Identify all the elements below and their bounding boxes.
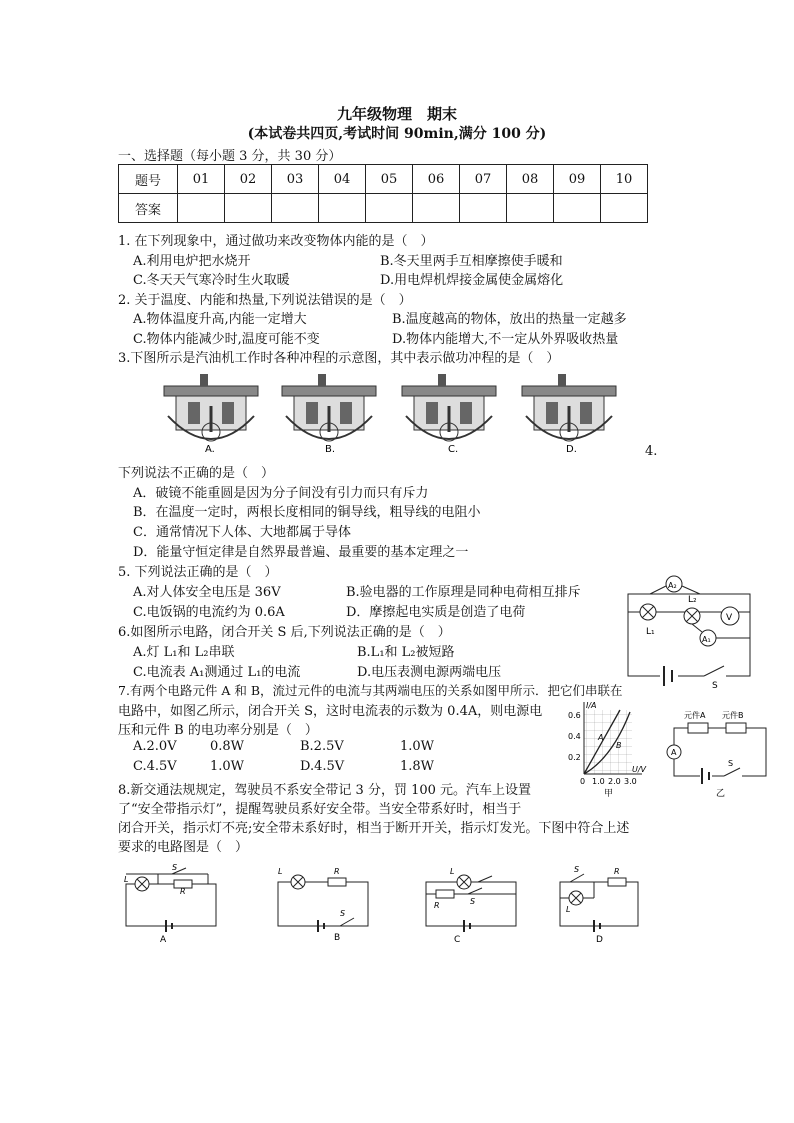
question-number: 03 — [272, 165, 319, 194]
q6-option-d: D.电压表测电源两端电压 — [357, 665, 502, 680]
answer-cell[interactable] — [460, 194, 507, 223]
fig-label: S — [470, 897, 476, 906]
engine-label: B. — [325, 444, 336, 455]
answer-cell[interactable] — [178, 194, 225, 223]
q7-line3: 压和元件 B 的电功率分别是（ ） — [118, 723, 318, 738]
q1-option-d: D.用电焊机焊接金属使金属熔化 — [380, 273, 564, 288]
q1-stem: 1. 在下列现象中，通过做功来改变物体内能的是（ ） — [118, 234, 434, 249]
fig-label: R — [614, 867, 620, 876]
fig-label: R — [434, 901, 440, 910]
element-b-label: 元件B — [722, 711, 744, 720]
question-number: 08 — [507, 165, 554, 194]
q8-circuit-options — [118, 862, 648, 944]
question-number: 01 — [178, 165, 225, 194]
q7-option-a-voltage: A.2.0V — [133, 739, 177, 754]
q2-option-b: B.温度越高的物体，放出的热量一定越多 — [392, 312, 627, 327]
answer-cell[interactable] — [507, 194, 554, 223]
q2-option-c: C.物体内能减少时,温度可能不变 — [133, 332, 320, 347]
question-number: 10 — [601, 165, 648, 194]
fig-label: S — [340, 909, 346, 918]
circuit-option-b — [278, 867, 368, 943]
q8-line3: 闭合开关，指示灯不亮;安全带未系好时，相当于断开开关，指示灯发光。下图中符合上述 — [118, 821, 630, 836]
q1-option-b: B.冬天里两手互相摩擦使手暖和 — [380, 254, 563, 269]
answer-cell[interactable] — [601, 194, 648, 223]
q2-option-a: A.物体温度升高,内能一定增大 — [133, 312, 307, 327]
q5-option-b: B.验电器的工作原理是同种电荷相互排斥 — [346, 585, 581, 600]
q4-option-b: B．在温度一定时，两根长度相同的铜导线，粗导线的电阻小 — [133, 505, 481, 520]
q7-option-c-power: 1.0W — [210, 759, 245, 774]
option-label: D — [596, 935, 603, 944]
question-number: 02 — [225, 165, 272, 194]
page-subtitle: (本试卷共四页,考试时间 90min,满分 100 分) — [247, 126, 547, 142]
q4-option-a: A．破镜不能重圆是因为分子间没有引力而只有斥力 — [133, 486, 429, 501]
engine-label: A. — [205, 444, 215, 455]
fig-label: L — [566, 905, 571, 914]
switch-icon — [570, 874, 584, 882]
fig-label: L₁ — [646, 627, 655, 637]
question-number: 05 — [366, 165, 413, 194]
q7-iu-graph — [562, 698, 654, 798]
q5-option-a: A.对人体安全电压是 36V — [133, 585, 281, 600]
circuit-option-d — [560, 865, 638, 944]
q2-stem: 2. 关于温度、内能和热量,下列说法错误的是（ ） — [118, 293, 412, 308]
fig-label: S — [574, 865, 580, 874]
answer-cell[interactable] — [272, 194, 319, 223]
fig-label: A₂ — [668, 581, 677, 590]
table-header-cell: 答案 — [119, 194, 178, 223]
resistor-icon — [328, 878, 346, 886]
q7-option-d-power: 1.8W — [400, 759, 435, 774]
table-row — [119, 165, 648, 194]
q7-option-a-power: 0.8W — [210, 739, 245, 754]
fig-label: R — [334, 867, 340, 876]
q5-stem: 5. 下列说法正确的是（ ） — [118, 565, 278, 580]
answer-cell[interactable] — [554, 194, 601, 223]
q8-line2: 了“安全带指示灯”，提醒驾驶员系好安全带。当安全带系好时，相当于 — [118, 802, 522, 817]
engine-diagram — [164, 374, 258, 441]
question-number: 07 — [460, 165, 507, 194]
option-label: B — [334, 933, 341, 943]
answer-cell[interactable] — [366, 194, 413, 223]
q8-line1: 8.新交通法规规定，驾驶员不系安全带记 3 分，罚 100 元。汽车上设置 — [118, 783, 532, 798]
q4-option-d: D．能量守恒定律是自然界最普遍、最重要的基本定理之一 — [133, 545, 469, 560]
graph-ytick: 0.2 — [568, 753, 581, 762]
fig-label: S — [728, 759, 734, 768]
graph-ytick: 0.6 — [568, 711, 581, 720]
q7-option-b-voltage: B.2.5V — [300, 739, 344, 754]
curve-label: B — [616, 741, 622, 750]
curve-label: A — [598, 733, 604, 742]
page-title: 九年级物理 期末 — [336, 105, 457, 123]
q7-series-circuit — [662, 706, 772, 798]
q4-number: 4. — [645, 444, 658, 459]
resistor-icon — [608, 878, 626, 886]
engine-label: C. — [448, 444, 459, 455]
question-number: 04 — [319, 165, 366, 194]
q2-option-d: D.物体内能增大,不一定从外界吸收热量 — [392, 332, 619, 347]
graph-xtick: 2.0 — [608, 777, 621, 786]
q7-option-b-power: 1.0W — [400, 739, 435, 754]
q5-option-d: D．摩擦起电实质是创造了电荷 — [346, 605, 526, 620]
fig-label: R — [180, 887, 186, 896]
q3-stem: 3.下图所示是汽油机工作时各种冲程的示意图，其中表示做功冲程的是（ ） — [118, 351, 560, 366]
graph-xtick: 1.0 — [592, 777, 605, 786]
fig-label: L — [278, 867, 283, 876]
graph-xtick: 0 — [580, 777, 586, 786]
section-heading: 一、选择题（每小题 3 分，共 30 分） — [118, 149, 342, 164]
switch-icon — [478, 876, 492, 882]
option-label: A — [160, 935, 167, 944]
answer-table — [118, 164, 648, 223]
circuit-option-a — [124, 863, 216, 944]
q1-option-a: A.利用电炉把水烧开 — [133, 254, 251, 269]
q6-stem: 6.如图所示电路，闭合开关 S 后,下列说法正确的是（ ） — [118, 625, 451, 640]
fig-label: L₂ — [688, 595, 697, 605]
element-a-label: 元件A — [684, 711, 706, 720]
answer-cell[interactable] — [413, 194, 460, 223]
q6-option-b: B.L₁和 L₂被短路 — [357, 645, 455, 660]
q6-option-c: C.电流表 A₁测通过 L₁的电流 — [133, 665, 301, 680]
fig-label: S — [712, 681, 718, 690]
q4-option-c: C．通常情况下人体、大地都属于导体 — [133, 525, 351, 540]
fig-label: A₁ — [702, 635, 711, 644]
q7-option-c-voltage: C.4.5V — [133, 759, 177, 774]
switch-icon — [340, 918, 354, 926]
fig-label: L — [124, 875, 129, 884]
resistor-icon — [436, 890, 454, 898]
table-row — [119, 194, 648, 223]
engine-strokes-figure — [158, 372, 628, 458]
element-a-icon — [688, 723, 708, 733]
question-number: 09 — [554, 165, 601, 194]
q8-line4: 要求的电路图是（ ） — [118, 840, 249, 855]
fig-label: L — [450, 867, 455, 876]
graph-caption: 甲 — [604, 789, 614, 798]
element-b-icon — [726, 723, 746, 733]
answer-cell[interactable] — [319, 194, 366, 223]
graph-ytick: 0.4 — [568, 732, 581, 741]
q7-line1: 7.有两个电路元件 A 和 B，流过元件的电流与其两端电压的关系如图甲所示．把它们串联在 — [118, 683, 623, 698]
q6-circuit-figure — [620, 572, 760, 690]
circuit-option-c — [426, 867, 516, 944]
fig-label: S — [172, 863, 178, 872]
fig-label: V — [726, 613, 733, 623]
answer-cell[interactable] — [225, 194, 272, 223]
q7-line2: 电路中，如图乙所示，闭合开关 S，这时电流表的示数为 0.4A，则电源电 — [118, 704, 543, 719]
graph-ylabel: I/A — [586, 701, 597, 710]
fig-label: A — [671, 748, 677, 757]
question-number: 06 — [413, 165, 460, 194]
option-label: C — [454, 935, 461, 944]
engine-label: D. — [566, 444, 577, 455]
graph-xtick: 3.0 — [624, 777, 637, 786]
q4-stem: 下列说法不正确的是（ ） — [118, 466, 275, 481]
q7-option-d-voltage: D.4.5V — [300, 759, 345, 774]
circuit-caption: 乙 — [716, 789, 726, 798]
q5-option-c: C.电饭锅的电流约为 0.6A — [133, 605, 285, 620]
q1-option-c: C.冬天天气寒冷时生火取暖 — [133, 273, 290, 288]
table-header-cell: 题号 — [119, 165, 178, 194]
graph-xlabel: U/V — [632, 765, 647, 774]
q6-option-a: A.灯 L₁和 L₂串联 — [133, 645, 235, 660]
